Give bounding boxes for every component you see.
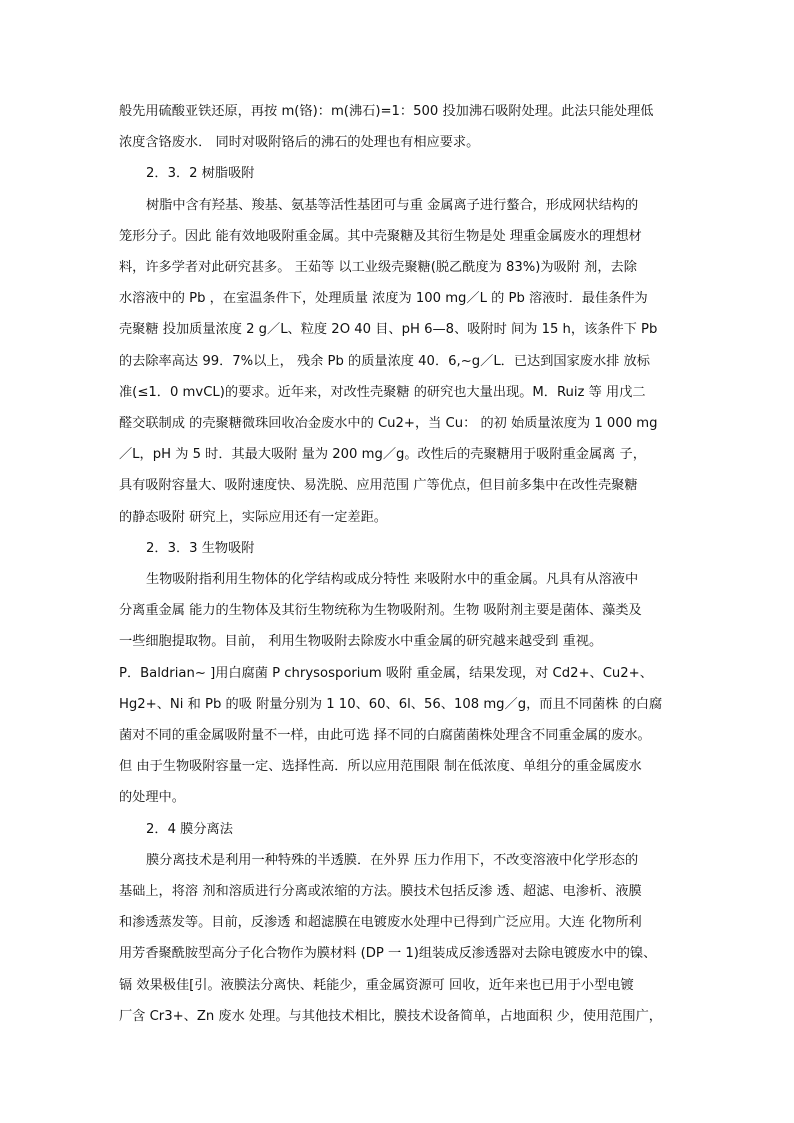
text-line: 菌对不同的重金属吸附量不一样，由此可选 择不同的白腐菌菌株处理含不同重金属的废水。 bbox=[119, 728, 651, 743]
section-heading-2-3-3: 2．3．3 生物吸附 bbox=[146, 541, 255, 556]
text-line: 一些细胞提取物。目前， 利用生物吸附去除废水中重金属的研究越来越受到 重视。 bbox=[119, 634, 603, 649]
text-line: 的处理中。 bbox=[119, 790, 185, 805]
text-line: 基础上，将溶 剂和溶质进行分离或浓缩的方法。膜技术包括反渗 透、超滤、电渗析、液膜 bbox=[119, 884, 642, 899]
text-line: 树脂中含有羟基、羧基、氨基等活性基团可与重 金属离子进行螯合，形成网状结构的 bbox=[146, 198, 639, 213]
text-line: 用芳香聚酰胺型高分子化合物作为膜材料 (DP 一 1)组装成反渗透器对去除电镀废水中的镍、 bbox=[119, 946, 657, 961]
text-line: 的静态吸附 研究上，实际应用还有一定差距。 bbox=[119, 510, 387, 525]
text-line: 的去除率高达 99．7%以上， 残余 Pb 的质量浓度 40．6,~g／L．已达到国家废水排 放标 bbox=[119, 354, 650, 369]
text-line: 和渗透蒸发等。目前，反渗透 和超滤膜在电镀废水处理中已得到广泛应用。大连 化物所利 bbox=[119, 915, 642, 930]
section-heading-2-4: 2．4 膜分离法 bbox=[146, 822, 233, 837]
text-line: 壳聚糖 投加质量浓度 2 g／L、粒度 2O 40 目、pH 6—8、吸附时 间为 15 h，该条件下 Pb bbox=[119, 322, 658, 337]
text-line: 料，许多学者对此研究甚多。 王茹等 以工业级壳聚糖(脱乙酰度为 83%)为吸附 剂，去除 bbox=[119, 260, 637, 275]
text-line: 厂含 Cr3+、Zn 废水 处理。与其他技术相比，膜技术设备简单，占地面积 少，使用范围广， bbox=[119, 1009, 662, 1024]
text-line: 般先用硫酸亚铁还原，再按 m(铬)：m(沸石)=1：500 投加沸石吸附处理。此法只能处理低 bbox=[119, 104, 654, 119]
text-line: 浓度含铬废水． 同时对吸附铬后的沸石的处理也有相应要求。 bbox=[119, 135, 480, 150]
text-line: 分离重金属 能力的生物体及其衍生物统称为生物吸附剂。生物 吸附剂主要是菌体、藻类及 bbox=[119, 603, 642, 618]
text-line: 膜分离技术是利用一种特殊的半透膜．在外界 压力作用下，不改变溶液中化学形态的 bbox=[146, 853, 639, 868]
text-line: 笼形分子。因此 能有效地吸附重金属。其中壳聚糖及其衍生物是处 理重金属废水的理想材 bbox=[119, 229, 642, 244]
text-line: 生物吸附指利用生物体的化学结构或成分特性 来吸附水中的重金属。凡具有从溶液中 bbox=[146, 572, 639, 587]
text-line: 水溶液中的 Pb ，在室温条件下，处理质量 浓度为 100 mg／L 的 Pb 溶液时．最佳条件为 bbox=[119, 291, 648, 306]
text-line: Hg2+、Ni 和 Pb 的吸 附量分别为 1 10、60、6l、56、108 mg／g，而且不同菌株 的白腐 bbox=[119, 697, 663, 712]
text-line: 镉 效果极佳[引。液膜法分离快、耗能少，重金属资源可 回收，近年来也已用于小型电镀 bbox=[119, 978, 634, 993]
text-line: 准(≤1．0 mvCL)的要求。近年来，对改性壳聚糖 的研究也大量出现。M．Ruiz 等 用戊二 bbox=[119, 385, 646, 400]
text-line: 但 由于生物吸附容量一定、选择性高．所以应用范围限 制在低浓度、单组分的重金属废水 bbox=[119, 759, 642, 774]
text-line: 具有吸附容量大、吸附速度快、易洗脱、应用范围 广等优点，但目前多集中在改性壳聚糖 bbox=[119, 478, 638, 493]
text-line: 醛交联制成 的壳聚糖微珠回收冶金废水中的 Cu2+，当 Cu： 的初 始质量浓度为 1 000 mg bbox=[119, 416, 658, 431]
section-heading-2-3-2: 2．3．2 树脂吸附 bbox=[146, 166, 255, 181]
text-line: P．Baldrian~ ]用白腐菌 P chrysosporium 吸附 重金属，结果发现，对 Cd2+、Cu2+、 bbox=[119, 666, 653, 681]
text-line: ／L，pH 为 5 时．其最大吸附 量为 200 mg／g。改性后的壳聚糖用于吸附重金属离 子， bbox=[119, 447, 646, 462]
